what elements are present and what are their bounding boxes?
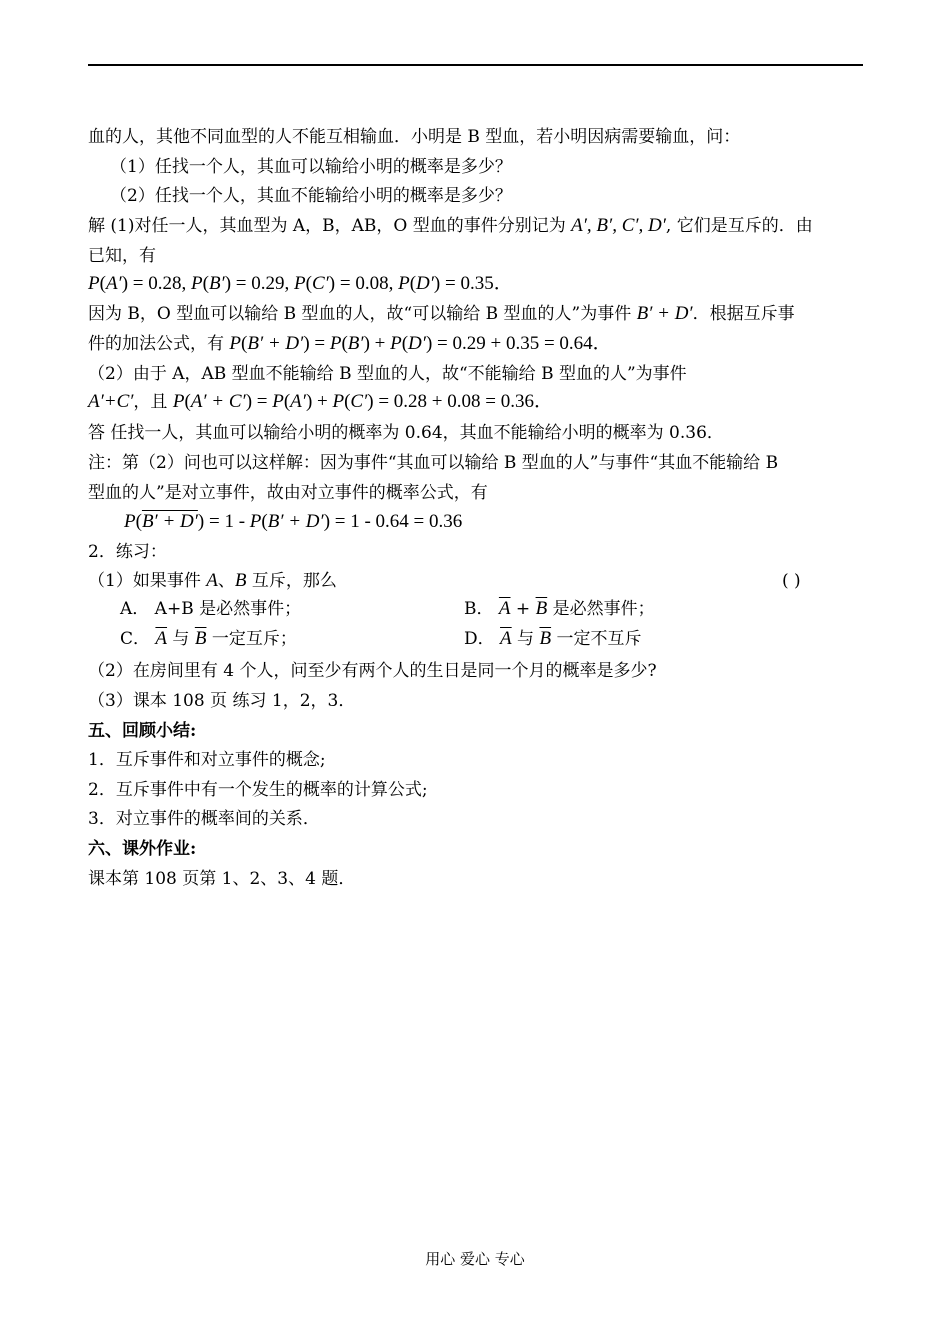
solution-part2-line-2: A′+C′，且 P(A′ + C′) = P(A′) + P(C′) = 0.28 + 0.08 = 0.36． (88, 391, 553, 412)
review-item-3: 3．对立事件的概率间的关系． (88, 809, 320, 829)
option-a: A． A+B 是必然事件； (120, 599, 302, 619)
answer-bracket: ( ) (782, 571, 801, 591)
question-2: （2）任找一个人，其血不能输给小明的概率是多少？ (110, 186, 512, 206)
section-heading-review: 五、回顾小结: (88, 721, 197, 741)
solution-line-3: 因为 B，O 型血可以输给 B 型血的人，故“可以输给 B 型血的人”为事件 B′ + D′．根据互斥事 (88, 303, 795, 324)
option-c: C． $\overline{A}$ 与 $\overline{B}$ 一定互斥； (120, 628, 297, 649)
practice-heading: 2．练习： (88, 542, 167, 562)
option-b: B． $\overline{A} + \overline{B}$ 是必然事件； (464, 598, 655, 619)
page-footer: 用心 爱心 专心 (425, 1250, 525, 1268)
solution-line-2: 已知，有 (88, 246, 156, 266)
note-line-2: 型血的人”是对立事件，故由对立事件的概率公式，有 (88, 483, 488, 503)
exercise-1: （1）如果事件 A、B 互斥，那么 (88, 570, 337, 591)
note-formula: P(B′ + D′) = 1 - P(B′ + D′) = 1 - 0.64 = 0.36 (124, 511, 463, 532)
exercise-2: （2）在房间里有 4 个人，问至少有两个人的生日是同一个月的概率是多少? (88, 661, 657, 681)
question-1: （1）任找一个人，其血可以输给小明的概率是多少？ (110, 157, 512, 177)
exercise-3: （3）课本 108 页 练习 1，2，3． (88, 691, 356, 711)
solution-line-1: 解 (1)对任一人，其血型为 A，B，AB，O 型血的事件分别记为 A′, B′, C′, D′, 它们是互斥的．由 (88, 215, 813, 236)
solution-part2-line-1: （2）由于 A，AB 型血不能输给 B 型血的人，故“不能输给 B 型血的人”为事件 (88, 364, 687, 384)
homework-line: 课本第 108 页第 1、2、3、4 题． (88, 869, 356, 889)
solution-line-4: 件的加法公式，有 P(B′ + D′) = P(B′) + P(D′) = 0.29 + 0.35 = 0.64． (88, 333, 612, 354)
review-item-1: 1．互斥事件和对立事件的概念; (88, 750, 326, 770)
review-item-2: 2．互斥事件中有一个发生的概率的计算公式; (88, 780, 428, 800)
text-line-1: 血的人，其他不同血型的人不能互相输血．小明是 B 型血，若小明因病需要输血，问： (88, 127, 741, 147)
probabilities-line: P(A′) = 0.28, P(B′) = 0.29, P(C′) = 0.08, P(D′) = 0.35． (88, 273, 513, 294)
option-d: D． $\overline{A}$ 与 $\overline{B}$ 一定不互斥 (464, 628, 642, 649)
answer-line: 答 任找一人，其血可以输给小明的概率为 0.64，其血不能输给小明的概率为 0.36． (88, 423, 724, 443)
note-line-1: 注：第（2）问也可以这样解：因为事件“其血可以输给 B 型血的人”与事件“其血不能输给 B (88, 453, 779, 473)
header-rule (88, 64, 863, 66)
section-heading-homework: 六、课外作业: (88, 839, 197, 859)
